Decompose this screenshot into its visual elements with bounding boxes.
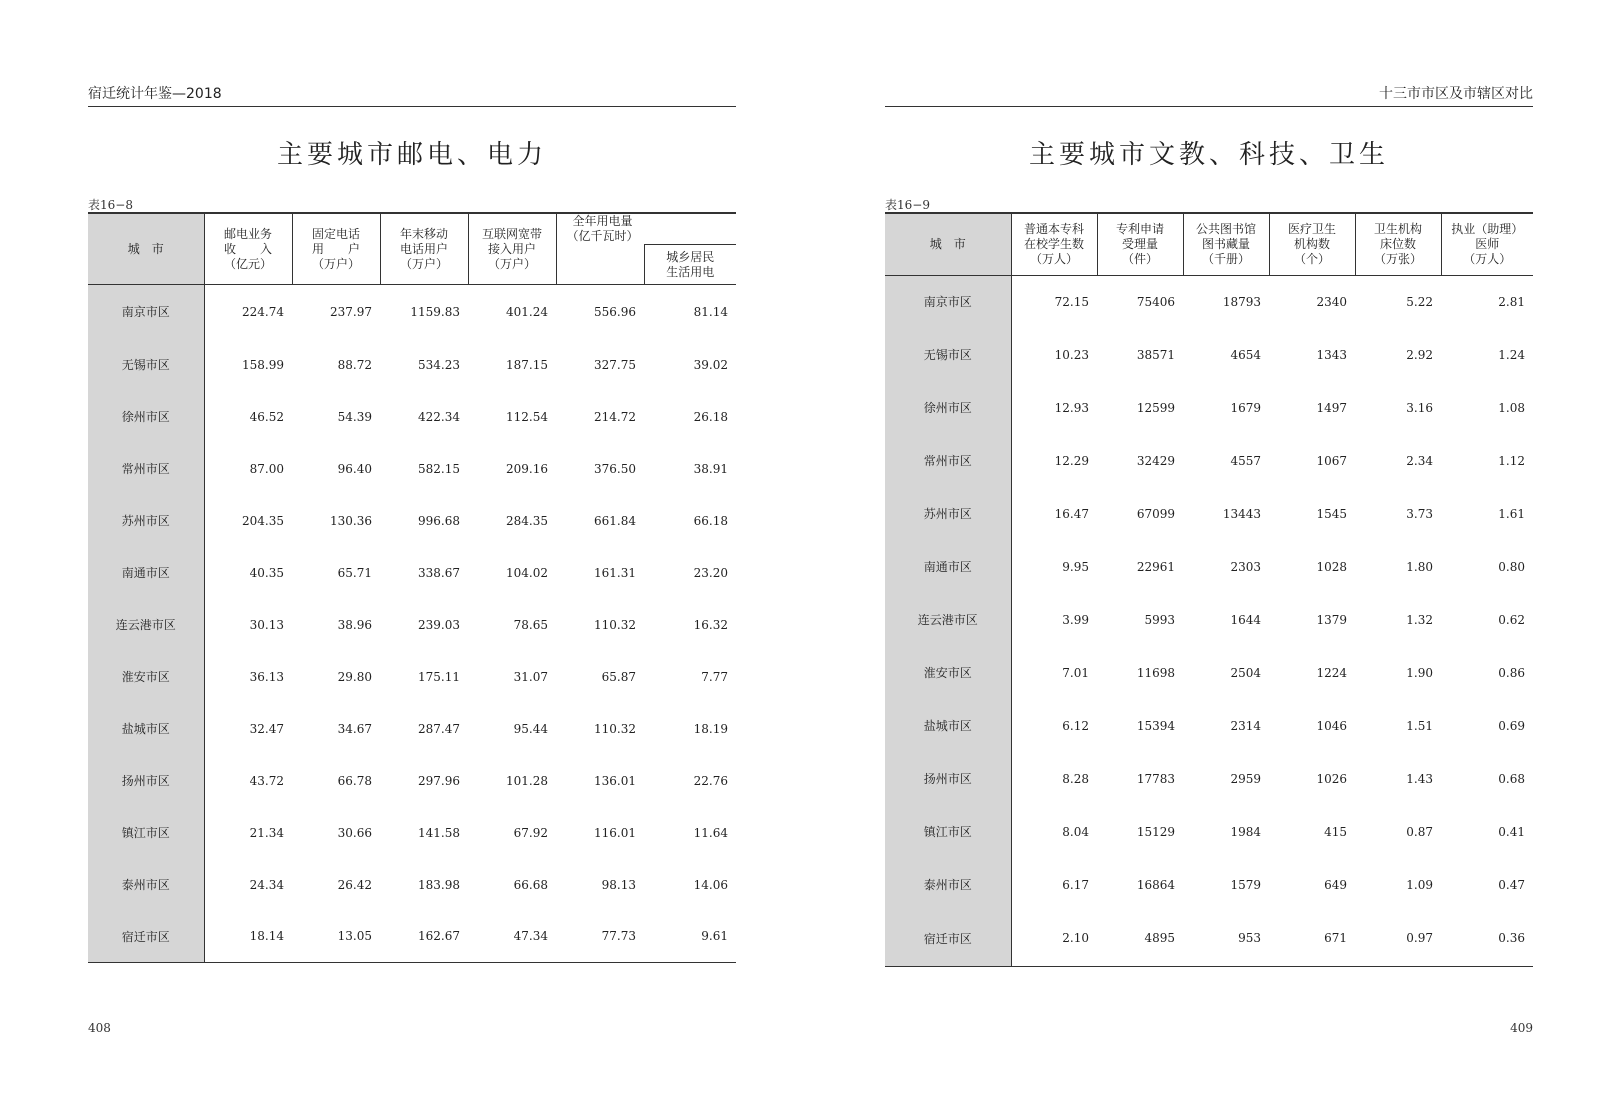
value-cell: 18.14 [204, 911, 292, 963]
city-name-cell: 盐城市区 [885, 699, 1011, 752]
value-cell: 98.13 [601, 877, 636, 892]
value-cell: 1343 [1316, 347, 1347, 362]
value-cell: 376.50 [594, 461, 636, 476]
value-cell: 15129 [1136, 824, 1175, 839]
value-cell: 101.28 [506, 773, 548, 788]
city-name-cell: 南通市区 [88, 547, 204, 599]
table-row [88, 859, 736, 911]
table-row [88, 391, 736, 443]
value-cell: 18793 [1222, 294, 1261, 309]
value-cell: 401.24 [506, 304, 548, 319]
running-head [88, 82, 736, 107]
city-name-cell: 连云港市区 [88, 599, 204, 651]
value-cell: 649 [1324, 877, 1347, 892]
value-cell: 87.00 [249, 461, 284, 476]
value-cell: 96.40 [337, 461, 372, 476]
value-cell: 0.36 [1441, 911, 1533, 966]
value-cell: 4895 [1097, 911, 1183, 966]
value-cell: 32.47 [249, 721, 284, 736]
value-cell: 1.24 [1498, 347, 1525, 362]
table-row [88, 443, 736, 495]
value-cell: 297.96 [418, 773, 460, 788]
value-cell: 43.72 [249, 773, 284, 788]
value-cell: 1984 [1230, 824, 1261, 839]
value-cell: 110.32 [594, 617, 636, 632]
value-cell: 11.64 [693, 825, 728, 840]
value-cell: 1545 [1316, 506, 1347, 521]
value-cell: 1.08 [1498, 400, 1525, 415]
header-mobile-phone: 年末移动 电话用户 （万户） [380, 213, 468, 285]
city-name-cell: 常州市区 [88, 443, 204, 495]
city-name-cell: 泰州市区 [88, 859, 204, 911]
value-cell: 12.29 [1054, 453, 1089, 468]
value-cell: 66.68 [513, 877, 548, 892]
city-name-cell: 无锡市区 [88, 339, 204, 391]
value-cell: 2.34 [1406, 453, 1433, 468]
value-cell: 40.35 [249, 565, 284, 580]
value-cell: 18.19 [693, 721, 728, 736]
city-name-cell: 宿迁市区 [88, 911, 204, 963]
table-row [88, 285, 736, 339]
value-cell: 16.32 [693, 617, 728, 632]
city-name-cell: 常州市区 [885, 434, 1011, 487]
value-cell: 13443 [1222, 506, 1261, 521]
value-cell: 422.34 [418, 409, 460, 424]
table-row [88, 651, 736, 703]
value-cell: 1028 [1316, 559, 1347, 574]
table-number: 表16−8 [88, 198, 133, 212]
city-name-cell: 淮安市区 [885, 646, 1011, 699]
value-cell: 36.13 [249, 669, 284, 684]
value-cell: 54.39 [337, 409, 372, 424]
value-cell: 0.68 [1498, 771, 1525, 786]
value-cell: 10.23 [1054, 347, 1089, 362]
value-cell: 47.34 [468, 911, 556, 963]
table-number: 表16−9 [885, 198, 930, 212]
value-cell: 31.07 [513, 669, 548, 684]
value-cell: 5.22 [1406, 294, 1433, 309]
value-cell: 0.87 [1406, 824, 1433, 839]
value-cell: 1379 [1316, 612, 1347, 627]
value-cell: 95.44 [513, 721, 548, 736]
value-cell: 38571 [1136, 347, 1175, 362]
value-cell: 16.47 [1054, 506, 1089, 521]
city-name-cell: 扬州市区 [88, 755, 204, 807]
table-row [88, 599, 736, 651]
value-cell: 77.73 [556, 911, 644, 963]
table-row [885, 328, 1533, 381]
city-name-cell: 南京市区 [885, 275, 1011, 328]
value-cell: 287.47 [418, 721, 460, 736]
value-cell: 556.96 [594, 304, 636, 319]
value-cell: 953 [1183, 911, 1269, 966]
table-row [885, 699, 1533, 752]
value-cell: 284.35 [506, 513, 548, 528]
value-cell: 65.71 [337, 565, 372, 580]
post-power-table [88, 212, 736, 963]
value-cell: 130.36 [330, 513, 372, 528]
value-cell: 23.20 [693, 565, 728, 580]
value-cell: 1026 [1316, 771, 1347, 786]
value-cell: 9.61 [644, 911, 736, 963]
value-cell: 78.65 [513, 617, 548, 632]
city-name-cell: 徐州市区 [885, 381, 1011, 434]
value-cell: 22.76 [693, 773, 728, 788]
value-cell: 1.12 [1498, 453, 1525, 468]
value-cell: 13.05 [292, 911, 380, 963]
value-cell: 1497 [1316, 400, 1347, 415]
value-cell: 2504 [1230, 665, 1261, 680]
city-name-cell: 连云港市区 [885, 593, 1011, 646]
value-cell: 0.80 [1498, 559, 1525, 574]
running-head [885, 82, 1533, 107]
value-cell: 34.67 [337, 721, 372, 736]
header-doctors: 执业（助理） 医师 （万人） [1441, 213, 1533, 275]
value-cell: 9.95 [1062, 559, 1089, 574]
value-cell: 415 [1324, 824, 1347, 839]
value-cell: 39.02 [693, 357, 728, 372]
table-row [88, 807, 736, 859]
header-patents: 专利申请 受理量 （件） [1097, 213, 1183, 275]
header-city: 城 市 [885, 213, 1011, 275]
city-name-cell: 镇江市区 [885, 805, 1011, 858]
value-cell: 661.84 [594, 513, 636, 528]
value-cell: 8.04 [1062, 824, 1089, 839]
value-cell: 2.92 [1406, 347, 1433, 362]
value-cell: 582.15 [418, 461, 460, 476]
right-page [885, 0, 1533, 1099]
table-row [88, 495, 736, 547]
table-row [885, 646, 1533, 699]
value-cell: 30.13 [249, 617, 284, 632]
value-cell: 116.01 [594, 825, 636, 840]
value-cell: 104.02 [506, 565, 548, 580]
value-cell: 46.52 [249, 409, 284, 424]
city-name-cell: 苏州市区 [885, 487, 1011, 540]
value-cell: 1.32 [1406, 612, 1433, 627]
value-cell: 2340 [1316, 294, 1347, 309]
table-row [885, 752, 1533, 805]
value-cell: 237.97 [330, 304, 372, 319]
value-cell: 1579 [1230, 877, 1261, 892]
header-broadband: 互联网宽带 接入用户 （万户） [468, 213, 556, 285]
running-head-text: 宿迁统计年鉴—2018 [88, 86, 222, 102]
value-cell: 112.54 [506, 409, 548, 424]
value-cell: 7.77 [701, 669, 728, 684]
city-name-cell: 宿迁市区 [885, 911, 1011, 966]
value-cell: 67099 [1136, 506, 1175, 521]
value-cell: 187.15 [506, 357, 548, 372]
value-cell: 224.74 [242, 304, 284, 319]
page-number: 409 [1510, 1021, 1533, 1035]
value-cell: 2.81 [1498, 294, 1525, 309]
page-number: 408 [88, 1021, 111, 1035]
value-cell: 1.61 [1498, 506, 1525, 521]
value-cell: 1.80 [1406, 559, 1433, 574]
value-cell: 66.78 [337, 773, 372, 788]
table-row [88, 339, 736, 391]
value-cell: 75406 [1136, 294, 1175, 309]
page-title: 主要城市邮电、电力 [276, 140, 547, 170]
running-head-text: 十三市市区及市辖区对比 [1379, 86, 1533, 102]
value-cell: 671 [1269, 911, 1355, 966]
value-cell: 14.06 [693, 877, 728, 892]
table-row [885, 911, 1533, 966]
table-row [885, 540, 1533, 593]
value-cell: 1224 [1316, 665, 1347, 680]
city-name-cell: 淮安市区 [88, 651, 204, 703]
value-cell: 141.58 [418, 825, 460, 840]
value-cell: 162.67 [380, 911, 468, 963]
value-cell: 1067 [1316, 453, 1347, 468]
value-cell: 88.72 [337, 357, 372, 372]
value-cell: 8.28 [1062, 771, 1089, 786]
value-cell: 1644 [1230, 612, 1261, 627]
value-cell: 4557 [1230, 453, 1261, 468]
table-row [885, 858, 1533, 911]
value-cell: 1679 [1230, 400, 1261, 415]
table-row [88, 911, 736, 963]
header-health-institutions: 医疗卫生 机构数 （个） [1269, 213, 1355, 275]
table-row [885, 487, 1533, 540]
value-cell: 7.01 [1062, 665, 1089, 680]
header-beds: 卫生机构 床位数 （万张） [1355, 213, 1441, 275]
value-cell: 209.16 [506, 461, 548, 476]
city-name-cell: 徐州市区 [88, 391, 204, 443]
header-electricity-total-spacer [556, 245, 644, 285]
city-name-cell: 苏州市区 [88, 495, 204, 547]
value-cell: 5993 [1144, 612, 1175, 627]
value-cell: 2959 [1230, 771, 1261, 786]
value-cell: 3.73 [1406, 506, 1433, 521]
table-row [885, 381, 1533, 434]
value-cell: 4654 [1230, 347, 1261, 362]
value-cell: 161.31 [594, 565, 636, 580]
city-name-cell: 盐城市区 [88, 703, 204, 755]
value-cell: 183.98 [418, 877, 460, 892]
value-cell: 534.23 [418, 357, 460, 372]
value-cell: 12.93 [1054, 400, 1089, 415]
header-postal-revenue: 邮电业务 收 入 （亿元） [204, 213, 292, 285]
value-cell: 0.97 [1355, 911, 1441, 966]
value-cell: 0.62 [1498, 612, 1525, 627]
value-cell: 110.32 [594, 721, 636, 736]
value-cell: 327.75 [594, 357, 636, 372]
value-cell: 16864 [1136, 877, 1175, 892]
value-cell: 29.80 [337, 669, 372, 684]
table-row [885, 434, 1533, 487]
value-cell: 1.43 [1406, 771, 1433, 786]
city-name-cell: 南通市区 [885, 540, 1011, 593]
table-row [88, 755, 736, 807]
table-row [885, 805, 1533, 858]
value-cell: 38.91 [693, 461, 728, 476]
value-cell: 1159.83 [410, 304, 460, 319]
table-row [885, 275, 1533, 328]
value-cell: 0.86 [1498, 665, 1525, 680]
header-fixed-phone: 固定电话 用 户 （万户） [292, 213, 380, 285]
value-cell: 2303 [1230, 559, 1261, 574]
value-cell: 30.66 [337, 825, 372, 840]
value-cell: 17783 [1136, 771, 1175, 786]
value-cell: 65.87 [601, 669, 636, 684]
value-cell: 3.16 [1406, 400, 1433, 415]
header-residential-electricity: 城乡居民 生活用电 [644, 245, 736, 285]
value-cell: 26.42 [337, 877, 372, 892]
value-cell: 15394 [1136, 718, 1175, 733]
value-cell: 11698 [1136, 665, 1175, 680]
table-row [88, 547, 736, 599]
table-row [88, 703, 736, 755]
value-cell: 239.03 [418, 617, 460, 632]
value-cell: 0.69 [1498, 718, 1525, 733]
left-page [88, 0, 736, 1099]
value-cell: 3.99 [1062, 612, 1089, 627]
value-cell: 996.68 [418, 513, 460, 528]
value-cell: 204.35 [242, 513, 284, 528]
value-cell: 6.12 [1062, 718, 1089, 733]
value-cell: 24.34 [249, 877, 284, 892]
table-row [885, 593, 1533, 646]
value-cell: 175.11 [418, 669, 460, 684]
value-cell: 81.14 [693, 304, 728, 319]
value-cell: 32429 [1136, 453, 1175, 468]
value-cell: 72.15 [1054, 294, 1089, 309]
value-cell: 0.47 [1498, 877, 1525, 892]
city-name-cell: 泰州市区 [885, 858, 1011, 911]
value-cell: 214.72 [594, 409, 636, 424]
value-cell: 158.99 [242, 357, 284, 372]
value-cell: 6.17 [1062, 877, 1089, 892]
city-name-cell: 扬州市区 [885, 752, 1011, 805]
city-name-cell: 无锡市区 [885, 328, 1011, 381]
value-cell: 38.96 [337, 617, 372, 632]
value-cell: 2.10 [1011, 911, 1097, 966]
page-title: 主要城市文教、科技、卫生 [1028, 140, 1389, 170]
value-cell: 1046 [1316, 718, 1347, 733]
header-students: 普通本专科 在校学生数 （万人） [1011, 213, 1097, 275]
value-cell: 338.67 [418, 565, 460, 580]
value-cell: 0.41 [1498, 824, 1525, 839]
education-science-health-table [885, 212, 1533, 967]
value-cell: 1.09 [1406, 877, 1433, 892]
value-cell: 1.90 [1406, 665, 1433, 680]
value-cell: 66.18 [693, 513, 728, 528]
header-library-books: 公共图书馆 图书藏量 （千册） [1183, 213, 1269, 275]
value-cell: 22961 [1136, 559, 1175, 574]
header-electricity: 全年用电量 （亿千瓦时） [556, 213, 736, 245]
value-cell: 21.34 [249, 825, 284, 840]
value-cell: 1.51 [1406, 718, 1433, 733]
city-name-cell: 镇江市区 [88, 807, 204, 859]
value-cell: 67.92 [513, 825, 548, 840]
value-cell: 26.18 [693, 409, 728, 424]
value-cell: 136.01 [594, 773, 636, 788]
header-city: 城 市 [88, 213, 204, 285]
value-cell: 12599 [1136, 400, 1175, 415]
value-cell: 2314 [1230, 718, 1261, 733]
city-name-cell: 南京市区 [88, 285, 204, 339]
